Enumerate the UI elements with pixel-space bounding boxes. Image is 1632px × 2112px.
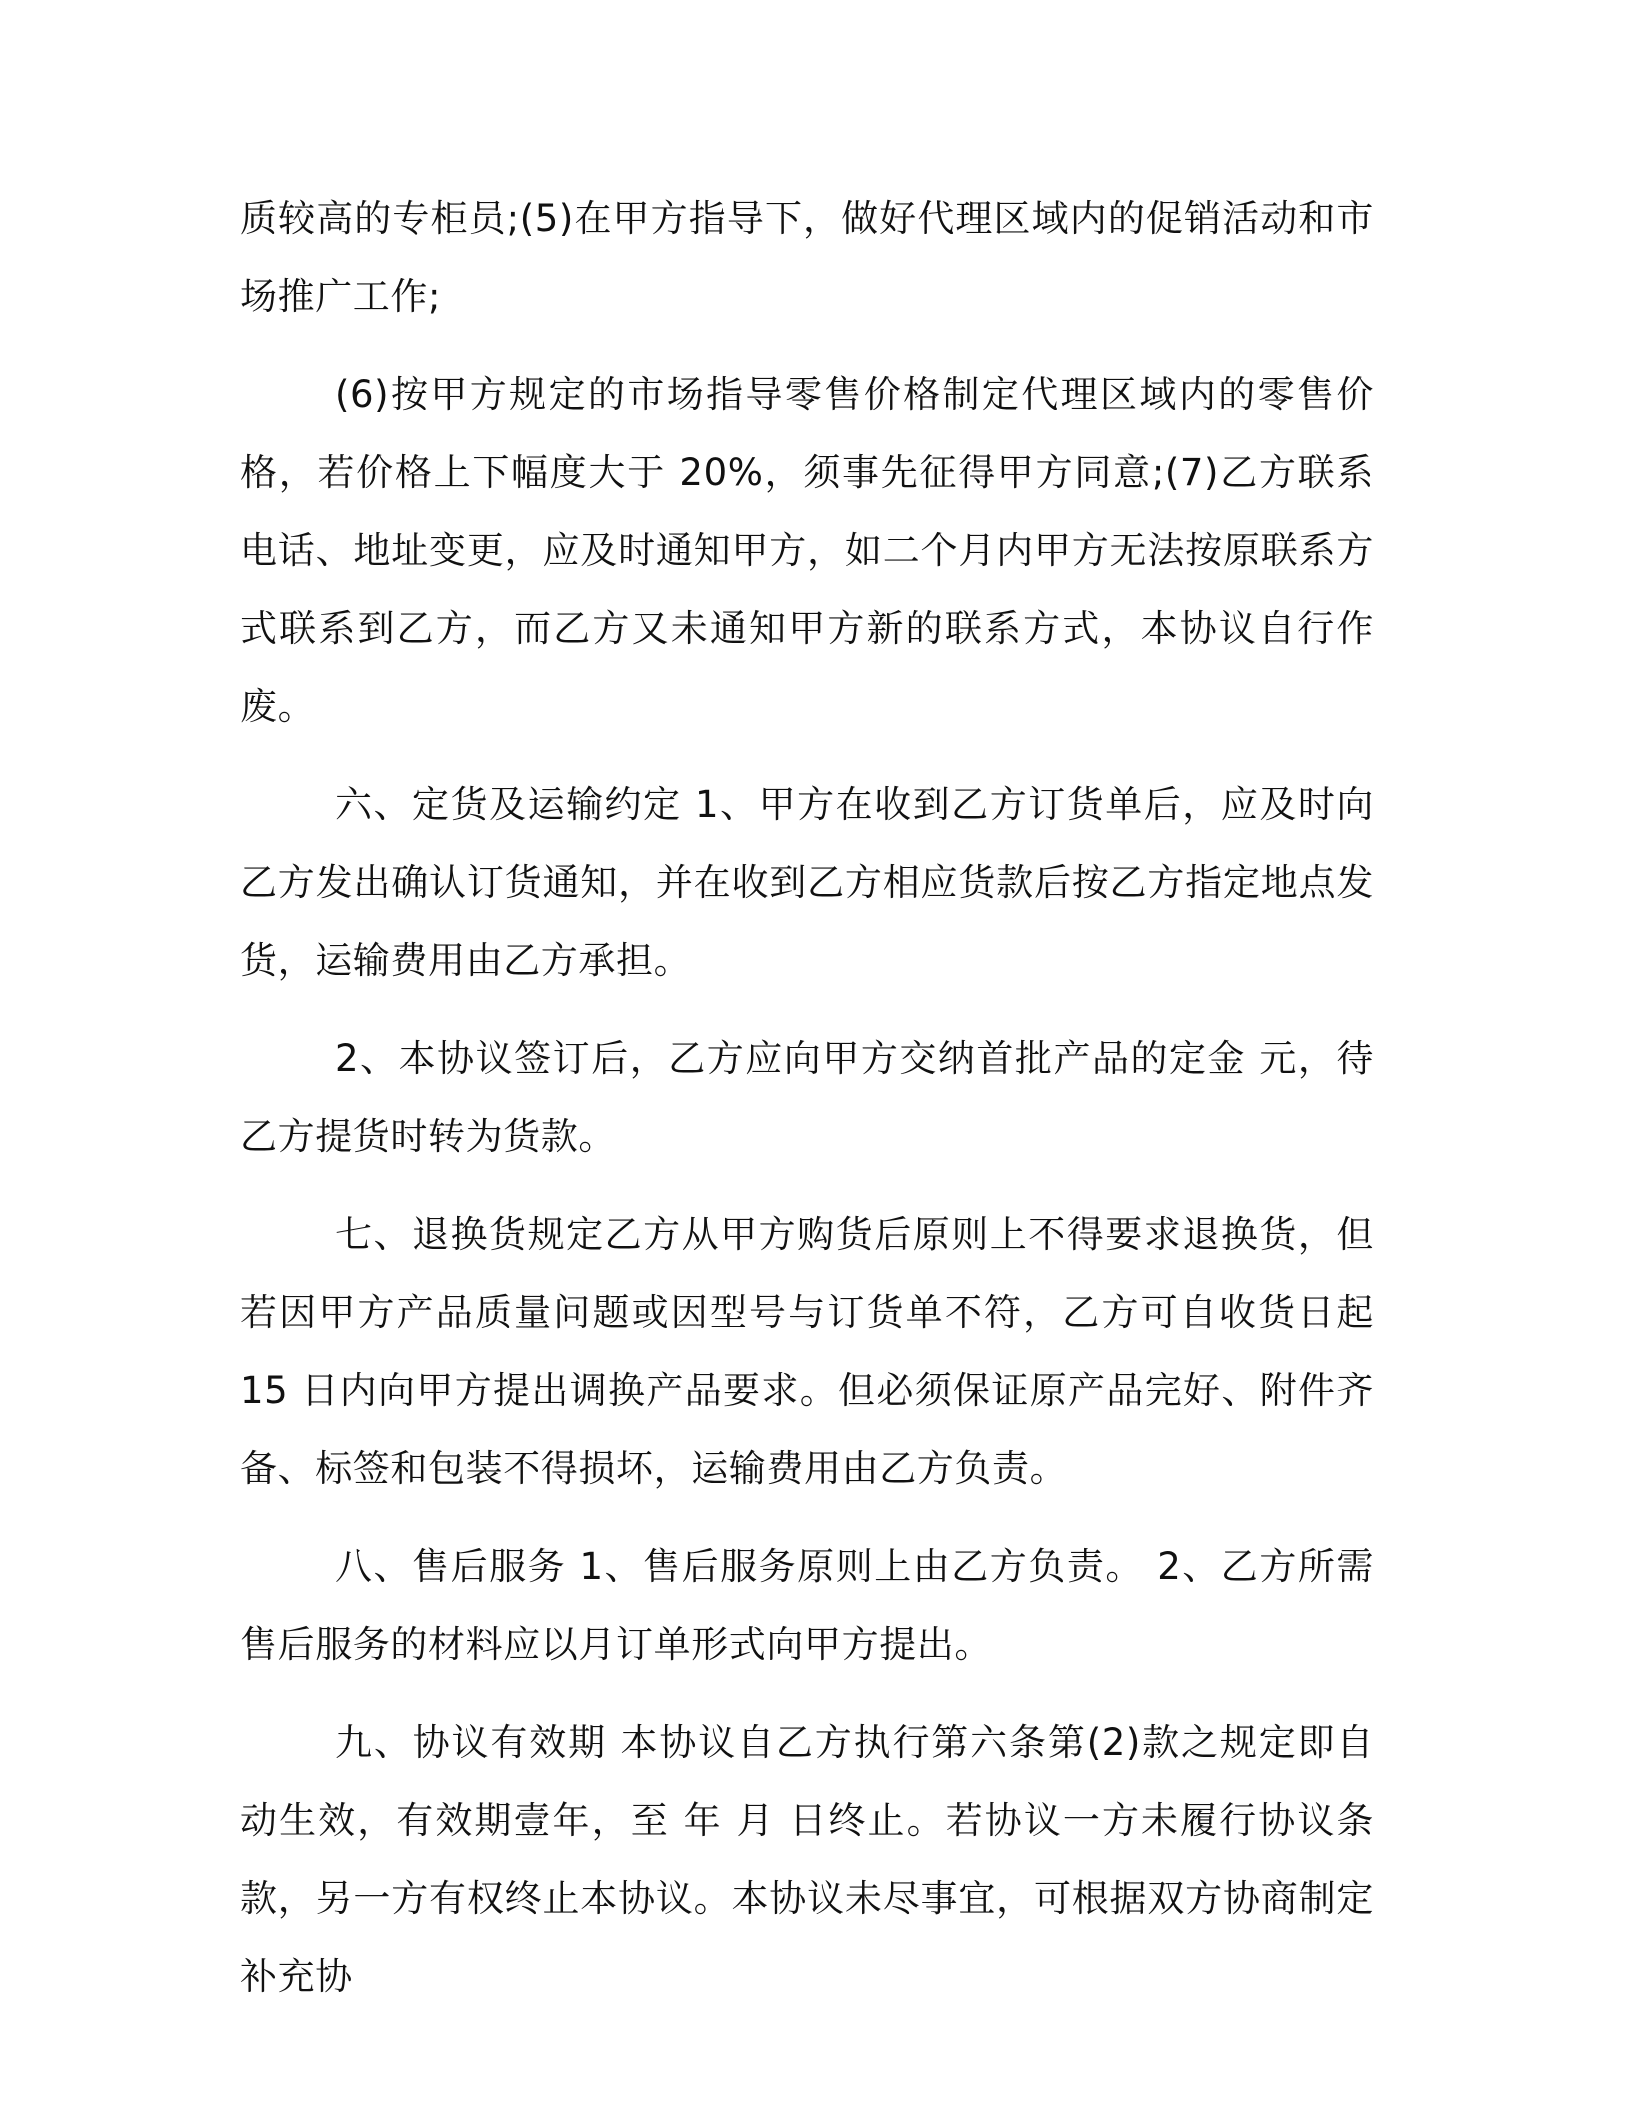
paragraph-section-6-deposit: 2、本协议签订后，乙方应向甲方交纳首批产品的定金 元，待乙方提货时转为货款。 bbox=[240, 1037, 1374, 1158]
paragraph-section-8-after-sales: 八、售后服务 1、售后服务原则上由乙方负责。 2、乙方所需售后服务的材料应以月订单形式向甲方提出。 bbox=[240, 1545, 1374, 1666]
paragraph-duties-continued: 质较高的专柜员;(5)在甲方指导下，做好代理区域内的促销活动和市场推广工作; bbox=[240, 197, 1374, 318]
paragraph-section-6-ordering: 六、定货及运输约定 1、甲方在收到乙方订货单后，应及时向乙方发出确认订货通知，并在收到乙方相应货款后按乙方指定地点发货，运输费用由乙方承担。 bbox=[240, 783, 1374, 982]
paragraph-section-7-returns: 七、退换货规定乙方从甲方购货后原则上不得要求退换货，但若因甲方产品质量问题或因型号与订货单不符，乙方可自收货日起 15 日内向甲方提出调换产品要求。但必须保证原产品完好、附件齐备、标签和包装不得损坏，运输费用由乙方负责。 bbox=[240, 1213, 1374, 1490]
document-body bbox=[240, 180, 1374, 2036]
paragraph-pricing-contact: (6)按甲方规定的市场指导零售价格制定代理区域内的零售价格，若价格上下幅度大于 20%，须事先征得甲方同意;(7)乙方联系电话、地址变更，应及时通知甲方，如二个月内甲方无法按原联系方式联系到乙方，而乙方又未通知甲方新的联系方式，本协议自行作废。 bbox=[240, 373, 1374, 728]
paragraph-section-9-validity: 九、协议有效期 本协议自乙方执行第六条第(2)款之规定即自动生效，有效期壹年，至 年 月 日终止。若协议一方未履行协议条款，另一方有权终止本协议。本协议未尽事宜，可根据双方协商制定补充协 bbox=[240, 1721, 1374, 1998]
